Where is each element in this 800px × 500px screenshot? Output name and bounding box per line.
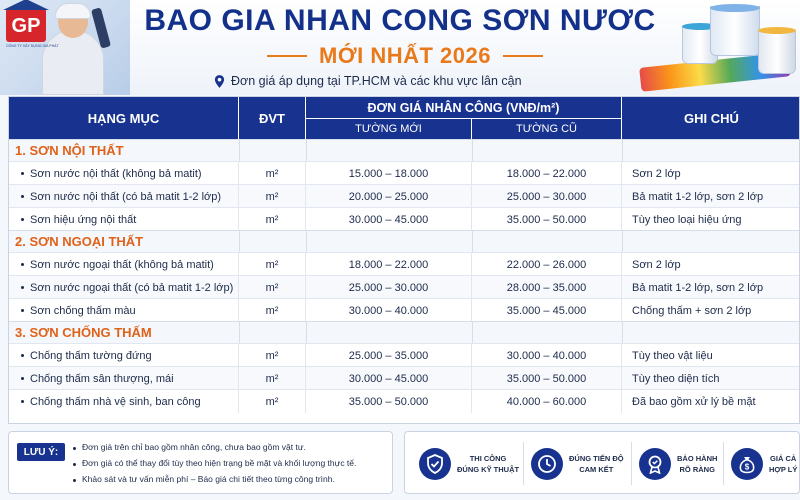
badge-price: $ GIÁ CẢ HỢP LÝ [731, 432, 797, 495]
row-price-old-wall: 35.000 – 50.000 [472, 367, 622, 390]
row-item: Sơn nước nội thất (không bả matit) [9, 162, 239, 185]
location-line [214, 74, 614, 88]
company-logo: GP CÔNG TY XÂY DỰNG GIA PHÁT [6, 8, 52, 62]
row-item: Chống thấm sân thượng, mái [9, 367, 239, 390]
row-price-new-wall: 15.000 – 18.000 [306, 162, 472, 185]
paint-buckets-image [640, 0, 800, 95]
notes-list [73, 439, 388, 487]
clock-icon [531, 448, 563, 480]
row-price-old-wall: 35.000 – 50.000 [472, 208, 622, 231]
row-price-new-wall: 30.000 – 40.000 [306, 299, 472, 322]
notes-tag: LƯU Ý: [17, 443, 65, 461]
page-subtitle: MỚI NHẤT 2026 [319, 43, 491, 68]
subtitle-row [260, 44, 550, 68]
row-unit: m² [239, 344, 306, 367]
table-row [9, 275, 800, 298]
row-price-old-wall: 25.000 – 30.000 [472, 185, 622, 208]
row-unit: m² [239, 276, 306, 299]
table-row [9, 161, 800, 184]
row-price-new-wall: 30.000 – 45.000 [306, 367, 472, 390]
badge-schedule: ĐÚNG TIẾN ĐỘ CAM KẾT [531, 432, 624, 495]
row-price-old-wall: 30.000 – 40.000 [472, 344, 622, 367]
header-note: GHI CHÚ [684, 110, 739, 126]
row-note: Tùy theo vật liệu [632, 349, 713, 362]
table-row [9, 366, 800, 389]
row-price-new-wall: 35.000 – 50.000 [306, 390, 472, 413]
row-item: Sơn hiệu ứng nội thất [9, 208, 239, 231]
section-header [9, 321, 800, 343]
row-note: Bả matit 1-2 lớp, sơn 2 lớp [632, 281, 764, 294]
location-text: Đơn giá áp dụng tại TP.HCM và các khu vực lân cận [231, 74, 522, 88]
section-title: 2. SƠN NGOẠI THẤT [15, 234, 144, 249]
note-item: Đơn giá trên chỉ bao gồm nhân công, chưa bao gồm vật tư. [73, 439, 388, 455]
section-title: 1. SƠN NỘI THẤT [15, 143, 124, 158]
commitment-badges [404, 431, 800, 494]
row-note: Đã bao gồm xử lý bề mặt [632, 395, 756, 408]
header-banner [0, 0, 800, 95]
row-unit: m² [239, 253, 306, 276]
shield-check-icon [419, 448, 451, 480]
row-item: Sơn chống thấm màu [9, 299, 239, 322]
row-price-old-wall: 40.000 – 60.000 [472, 390, 622, 413]
row-price-old-wall: 22.000 – 26.000 [472, 253, 622, 276]
note-item: Đơn giá có thể thay đổi tùy theo hiện trạng bề mặt và khối lượng thực tế. [73, 455, 388, 471]
section-header [9, 230, 800, 252]
row-item: Sơn nước ngoại thất (không bả matit) [9, 253, 239, 276]
row-item: Chống thấm tường đứng [9, 344, 239, 367]
badge-warranty: BẢO HÀNH RÕ RÀNG [639, 432, 717, 495]
header-new-wall: TƯỜNG MỚI [306, 119, 472, 139]
row-unit: m² [239, 367, 306, 390]
section-title: 3. SƠN CHỐNG THẤM [15, 325, 152, 340]
award-icon [639, 448, 671, 480]
notes-box [8, 431, 393, 494]
row-item: Sơn nước nội thất (có bả matit 1-2 lớp) [9, 185, 239, 208]
table-row [9, 184, 800, 207]
row-price-new-wall: 20.000 – 25.000 [306, 185, 472, 208]
table-header [9, 97, 800, 139]
location-pin-icon [214, 75, 225, 88]
row-price-old-wall: 28.000 – 35.000 [472, 276, 622, 299]
row-price-old-wall: 18.000 – 22.000 [472, 162, 622, 185]
header-old-wall: TƯỜNG CŨ [472, 119, 622, 139]
page-title: BAO GIA NHAN CONG SƠN NƯƠC [144, 4, 656, 37]
table-row [9, 389, 800, 412]
note-item: Khảo sát và tư vấn miễn phí – Báo giá chi tiết theo từng công trình. [73, 471, 388, 487]
money-bag-icon [731, 448, 763, 480]
row-unit: m² [239, 185, 306, 208]
row-unit: m² [239, 162, 306, 185]
header-category: HẠNG MỤC [9, 97, 239, 139]
table-row [9, 343, 800, 366]
subtitle-divider-left [267, 55, 307, 57]
section-header [9, 139, 800, 161]
table-row [9, 207, 800, 230]
row-note: Sơn 2 lớp [632, 167, 681, 180]
row-note: Sơn 2 lớp [632, 258, 681, 271]
row-note: Tùy theo diện tích [632, 372, 720, 385]
subtitle-divider-right [503, 55, 543, 57]
row-item: Chống thấm nhà vệ sinh, ban công [9, 390, 239, 413]
table-row [9, 252, 800, 275]
svg-text:$: $ [744, 462, 750, 471]
table-row [9, 298, 800, 321]
row-unit: m² [239, 299, 306, 322]
painter-cap [55, 3, 91, 19]
row-price-new-wall: 25.000 – 35.000 [306, 344, 472, 367]
row-price-old-wall: 35.000 – 45.000 [472, 299, 622, 322]
row-item: Sơn nước ngoại thất (có bả matit 1-2 lớp) [9, 276, 239, 299]
row-note: Bả matit 1-2 lớp, sơn 2 lớp [632, 190, 764, 203]
row-unit: m² [239, 390, 306, 413]
row-price-new-wall: 25.000 – 30.000 [306, 276, 472, 299]
badge-quality: THI CÔNG ĐÚNG KỸ THUẬT [419, 432, 519, 495]
header-unit: ĐVT [239, 97, 306, 139]
row-unit: m² [239, 208, 306, 231]
row-price-new-wall: 30.000 – 45.000 [306, 208, 472, 231]
row-note: Chống thấm + sơn 2 lớp [632, 304, 752, 317]
row-note: Tùy theo loại hiệu ứng [632, 213, 742, 226]
row-price-new-wall: 18.000 – 22.000 [306, 253, 472, 276]
price-table [8, 96, 800, 424]
header-price: ĐƠN GIÁ NHÂN CÔNG (VNĐ/m²) [306, 97, 622, 119]
